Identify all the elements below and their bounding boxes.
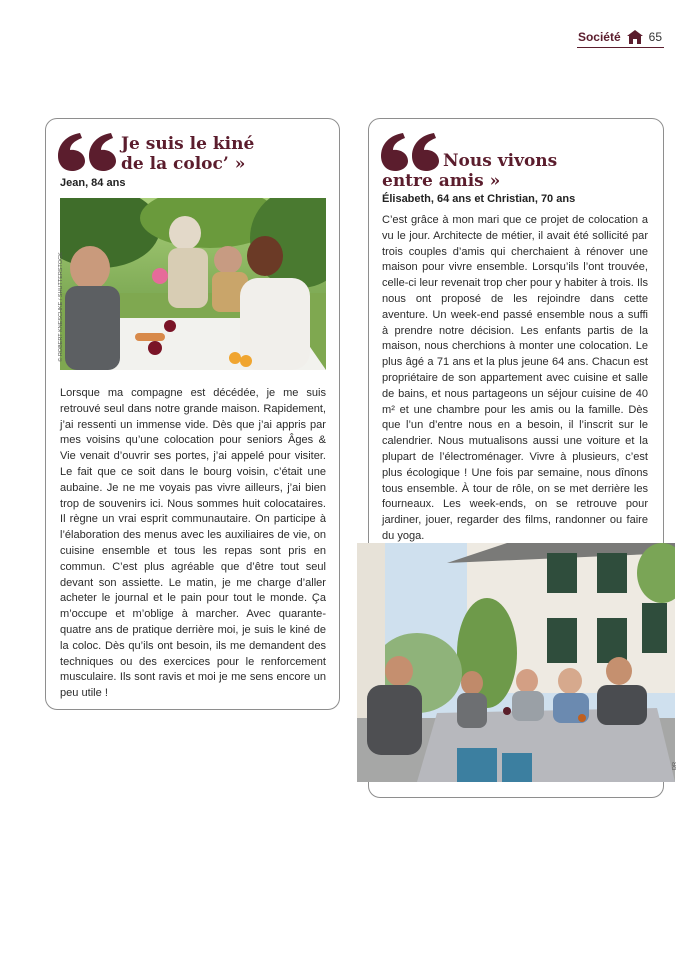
testimonial-title-line2: de la coloc’ » — [121, 154, 246, 174]
photo-friends-terrace-meal — [357, 543, 675, 782]
photo-credit-right: DR — [672, 762, 678, 770]
page-header — [578, 30, 662, 44]
header-rule — [577, 47, 664, 48]
testimonial-byline: Élisabeth, 64 ans et Christian, 70 ans — [382, 193, 576, 205]
photo-seniors-garden-meal — [57, 198, 326, 370]
section-label: Société — [577, 30, 621, 44]
testimonial-title — [121, 134, 254, 174]
testimonial-body: C’est grâce à mon mari que ce projet de colocation a vu le jour. Architecte de métier, il avait été sollicité par trois couples d’amis qui cherchaient à rénover une maison pour vivre ensemble. Lorsqu’ils l’ont trouvée, celle-ci leur revenait trop cher pour y habiter à trois. Ils nous ont proposé de les rejoindre dans cette aventure. Un week-end passé ensemble nous a suffi à prendre notre décision. Les enfants partis de la maison, nous cherchions à monter une colocation. Le plus âgé a 71 ans et la plus jeune 64 ans. Chacun est propriétaire de son appartement avec cuisine et salle de bains, et nous partageons un séjour cuisine de 40 m² et une chambre pour les amis ou la famille. Dès que l’un d’entre nous en a besoin, il l’inscrit sur le calendrier. Nous mutualisons aussi une voiture et la plupart de l’électroménager. Vivre à plusieurs, c’est plus écologique ! Une fois par semaine, nous dînons tous ensemble. À tour de rôle, on se met derrière les fourneaux. Les week-ends, on se retrouve pour jardiner, jouer, regarder des films, randonner ou faire du yoga. — [382, 214, 648, 542]
quote-marks-icon — [58, 133, 118, 171]
house-icon — [627, 30, 643, 44]
testimonial-title-line1: Nous vivons — [443, 151, 558, 171]
testimonial-byline: Jean, 84 ans — [60, 177, 126, 189]
testimonial-body: Lorsque ma compagne est décédée, je me suis retrouvé seul dans notre grande maison. Rapidement, j’ai ressenti un immense vide. Dès que j’ai appris par mes voisins qu’une colocation pour seniors Âges & Vie venait d’ouvrir ses portes, j’ai appelé pour visiter. Le fait que ce soit dans le bourg voisin, c’était une aubaine. Je ne me voyais pas vivre ailleurs, j’ai bien trop de souvenirs ici. Nous sommes huit colocataires. Il règne un vrai esprit communautaire. On participe à l’élaboration des menus avec les auxiliaires de vie, on cuisine ensemble et tous les repas sont pris en commun. C’est plus agréable que d’être tout seul devant son assiette. Le matin, je me charge d’aller acheter le journal et le pain pour tout le monde. Ça m’occupe et m’oblige à marcher. Avec quarante-quatre ans de pratique derrière moi, je suis le kiné de la coloc. Dès qu’ils ont besoin, ils me demandent des techniques ou des exercices pour le renforcement musculaire. Ils sont ravis et moi je me sens encore un peu utile ! — [60, 387, 326, 700]
testimonial-title-line1: Je suis le kiné — [121, 134, 255, 154]
testimonial-card-jean — [45, 118, 340, 710]
photo-credit-left: © ROBERT KNESCHKE / SHUTTERSTOCK — [57, 252, 64, 362]
quote-marks-icon — [381, 133, 441, 171]
testimonial-title-line2: entre amis » — [382, 171, 501, 191]
page-number: 65 — [648, 30, 662, 44]
